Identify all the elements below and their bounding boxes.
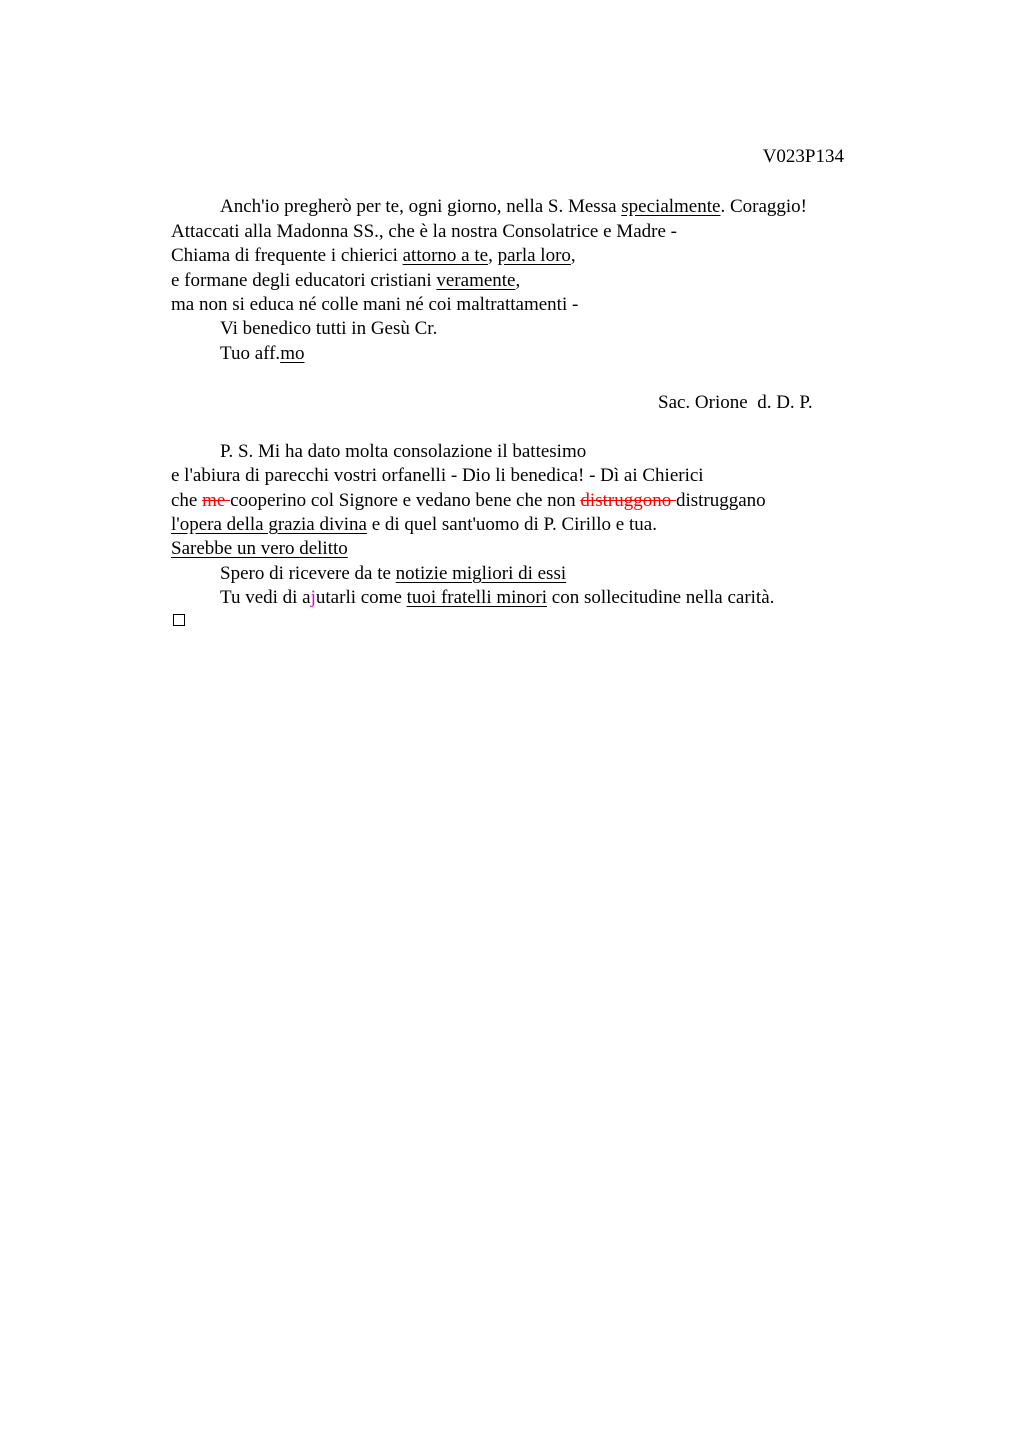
postscript-line-4 [171, 513, 657, 537]
text-run: con sollecitudine nella carità. [547, 587, 775, 608]
text-run: che [171, 490, 203, 511]
deleted-text: me [202, 490, 231, 511]
underlined-text: l'opera della grazia divina [171, 514, 367, 535]
letter-line-5: ma non si educa né colle mani né coi maltrattamenti - [171, 294, 579, 315]
text-run: , [515, 270, 521, 291]
postscript-line-1: P. S. Mi ha dato molta consolazione il battesimo [220, 441, 587, 462]
text-run: Chiama di frequente i chierici [171, 245, 403, 266]
text-run: . Coraggio! [720, 196, 808, 217]
text-run: Spero di ricevere da te [220, 563, 396, 584]
text-run: e di quel sant'uomo di P. Cirillo e tua. [366, 514, 657, 535]
postscript-line-7 [220, 586, 774, 610]
text-run: , [570, 245, 576, 266]
postscript-line-3 [171, 489, 766, 513]
text-run: Tu vedi di a [220, 587, 311, 608]
letter-line-1 [220, 195, 807, 219]
text-run: Tuo aff. [220, 343, 281, 364]
underlined-text: notizie migliori di essi [395, 563, 567, 584]
text-run: e formane degli educatori cristiani [171, 270, 437, 291]
underlined-text: parla loro [497, 245, 571, 266]
text-run: utarli come [315, 587, 407, 608]
inserted-text: j [310, 587, 316, 608]
reference-code: V023P134 [762, 146, 844, 167]
postscript-line-6 [220, 562, 566, 586]
text-run: cooperino col Signore e vedano bene che non [230, 490, 581, 511]
underlined-text: tuoi fratelli minori [406, 587, 548, 608]
underlined-text: mo [280, 343, 305, 364]
underlined-text: specialmente [621, 196, 721, 217]
postscript-line-5 [171, 537, 348, 561]
underlined-text: Sarebbe un vero delitto [171, 538, 348, 559]
underlined-text: attorno a te [402, 245, 489, 266]
underlined-text: veramente [436, 270, 516, 291]
text-run: Anch'io pregherò per te, ogni giorno, nella S. Messa [220, 196, 622, 217]
signature: Sac. Orione d. D. P. [658, 392, 813, 413]
end-marker-box [173, 614, 185, 626]
postscript-line-2: e l'abiura di parecchi vostri orfanelli - Dio li benedica! - Dì ai Chierici [171, 465, 704, 486]
letter-line-6: Vi benedico tutti in Gesù Cr. [220, 318, 438, 339]
letter-line-3 [171, 244, 576, 268]
text-run: distruggano [675, 490, 766, 511]
letter-line-4 [171, 269, 520, 293]
letter-closing [220, 342, 304, 366]
deleted-text: distruggono [580, 490, 676, 511]
letter-line-2: Attaccati alla Madonna SS., che è la nostra Consolatrice e Madre - [171, 221, 677, 242]
text-run: , [488, 245, 498, 266]
